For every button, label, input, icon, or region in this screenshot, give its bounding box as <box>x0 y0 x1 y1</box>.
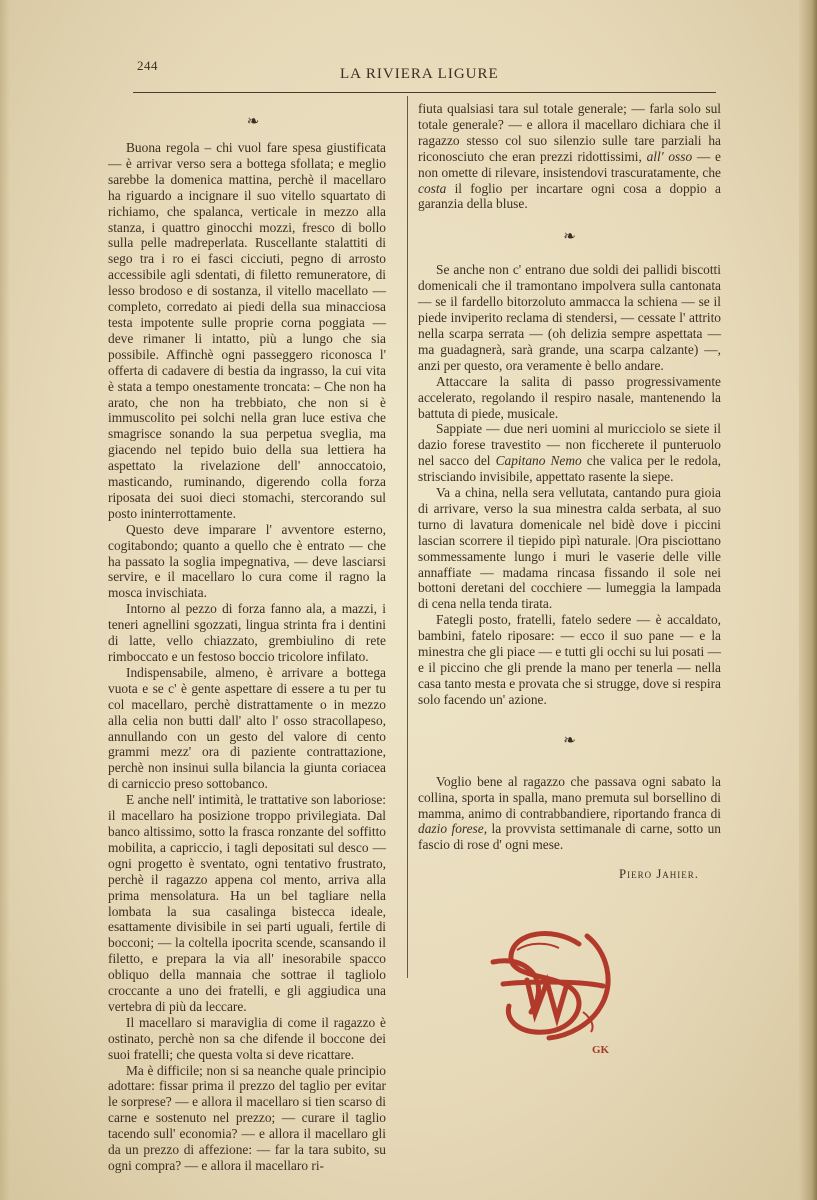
column-divider <box>407 96 408 978</box>
monogram-initials: GK <box>592 1044 610 1056</box>
paragraph: Ma è difficile; non si sa neanche quale principio adottare: fissar prima il prezzo del taglio per evitar le sorprese? — e allora il macellaro si tien scarso di carne e sostenuto nel prezzo; — curare il taglio tacendo sull' economia? — e allora il macellaro gli da un prezzo di affezione: — far la tara subito, su ogni compra? — e allora il macellaro ri- <box>108 1062 386 1173</box>
left-column <box>108 140 386 1174</box>
fleuron-ornament-icon: ❧ <box>246 114 260 130</box>
paragraph: E anche nell' intimità, le trattative son laboriose: il macellaro ha posizione troppo privilegiata. Dal banco altissimo, sotto la frasca ronzante del soffitto mobilita, a capriccio, i tagli depositati sul desco — ogni progetto è sventato, ogni tentativo frustrato, perchè il ragazzo appena col mento, arriva alla prima mensolatura. Ha un bel tagliare nella lombata la sua casalinga bistecca ideale, esattamente divisibile in sei parti uguali, fertile di bocconi; — la coltella ipocrita scende, scansando il filetto, e prepara la via all' inesorabile spacco obliquo della mannaia che sottrae il tagliolo croccante a uno dei fratelli, e gli aggiudica una vertebra di più da leccare. <box>108 792 386 1014</box>
fleuron-ornament-icon: ❧ <box>563 229 576 246</box>
text-run: — e non omette di rilevare, insistendovi trascuratamente, che <box>418 148 721 180</box>
continuation-paragraph <box>418 101 721 212</box>
running-title: LA RIVIERA LIGURE <box>340 66 499 82</box>
paragraph: Il macellaro si maraviglia di come il ragazzo è ostinato, perchè non sa che difende il boccone dei suoi fratelli; che questa volta si deve ricattare. <box>108 1014 386 1062</box>
italic-run: costa <box>418 180 447 196</box>
paragraph: Indispensabile, almeno, è arrivare a bottega vuota e se c' è gente aspettare di essere a tu per tu col macellaro, perchè distrattamente o in mezzo alla celia non butti dall' alto l' osso stracollapeso, annullando con un gesto del valore di cento grammi mezz' ora di paziente contrattazione, perchè non insinui sulla bilancia la giunta coriacea di carniccio preso sottobanco. <box>108 664 386 792</box>
paragraph: Attaccare la salita di passo progressivamente accelerato, regolando il respiro nasale, mantenendo la battuta di piede, musicale. <box>418 373 721 421</box>
italic-run: dazio forese, <box>418 821 488 837</box>
author-signature: Piero Jahier. <box>619 867 699 882</box>
right-column <box>418 101 721 883</box>
paragraph <box>418 421 721 485</box>
paragraph: Va a china, nella sera vellutata, cantando pura gioia di arrivare, verso la sua minestra calda serbata, al suo turno di lavatura domenicale nel bidè dove i piccini lascian scorrere il tiepido pipì naturale. |Ora pisciottano sommessamente lungo i muri le vaserie delle ville annaffiate — madama rincasa fissando il sole nei bottoni deretani del cocchiere — lumeggia la lampada di cena nella tenda tirata. <box>418 485 721 612</box>
text-run: la provvista settimanale di carne, sotto un fascio di rose d' ogni mese. <box>418 821 721 853</box>
paragraph: Intorno al pezzo di forza fanno ala, a mazzi, i teneri agnellini sgozzati, lingua strinta fra i dentini di latte, vello chiazzato, grembiulino di rete rimboccato e un festoso boccio tricolore infilato. <box>108 601 386 664</box>
paragraph: Questo deve imparare l' avventore esterno, cogitabondo; quanto a quello che è entrato — che ha passato la soglia impegnativa, — deve lasciarsi servire, e il macellaro lo cura come il ragno la mosca invischiata. <box>108 521 386 601</box>
text-run: il foglio per incartare ogni cosa a doppio a garanzia della bluse. <box>418 180 721 212</box>
text-run: fiuta qualsiasi tara sul totale generale; — farla solo sul totale generale? — e allora il macellaro dichiara che il ragazzo stesso col suo silenzio sulle tare parziali ha riconosciuto che eran prezzi ridottissimi, <box>418 101 721 164</box>
text-run: Voglio bene al ragazzo che passava ogni sabato la collina, sporta in spalla, mano premuta sul borsellino di mamma, animo di contrabbandiere, riportando franca di <box>418 773 721 821</box>
paragraph: Buona regola – chi vuol fare spesa giustificata — è arrivar verso sera a bottega sfollata; e meglio sarebbe la domenica mattina, perchè il macellaro ha riguardo a incignare il suo vitello squartato di richiamo, che spalanca, verticale in mezzo alla stanza, i quattro ginocchi mozzi, fresco di bollo sulla pelle madreperlata. Ruscellante stalattiti di sego tra i ro ei fasci cicciuti, pegno di arrosto accessibile agli sdentati, di filetto remuneratore, di lesso brodoso e di sostanza, il vitello macellato — completo, corredato ai piedi della sua minacciosa testa impotente sulle proprie corna poggiata — deve rimaner li intatto, più a lungo che sia possibile. Affinchè ogni passeggero riconosca l' offerta di cadavere di bestia da ingrasso, la cui vita è stata a tempo onestamente troncata: – Che non ha arato, che non ha trebbiato, che non si è immuscolito pei solchi nella gran luce estiva che smagrisce sonando la sua perpetua sveglia, ma giacendo nel tepido buio della sua lettiera ha aspettato la rivelazione dell' annoccatoio, masticando, ruminando, digerendo colla forza riposata dei suoi dieci stomachi, stercorando sul posto ininterrottamente. <box>108 140 386 521</box>
page-right-edge <box>799 0 817 1200</box>
paragraph: Se anche non c' entrano due soldi dei pallidi biscotti domenicali che il tramontano impolvera sulla cantonata — se il fardello bitorzoluto ammacca la schiena — se il piede inviperito reclama di stendersi, — cessate l' attrito nella scarpa serrata — (oh delizia sempre aspettata — ma guadagnerà, sarà grande, una scarpa calzante) —, anzi per questo, ora veramente è bello andare. <box>418 262 721 373</box>
paragraph: Fategli posto, fratelli, fatelo sedere — è accaldato, bambini, fatelo riposare: — ecco il suo pane — e la minestra che gli piace — e tutti gli occhi su lui posati — e il piccino che gli prende la mano per tenerla — nella casa tanto mesta e provata che si strugge, dove si respira solo facendo un' azione. <box>418 612 721 707</box>
page-left-edge <box>0 0 10 1200</box>
text-run: che valica per le redola, strisciando invisibile, appettato rasente la siepe. <box>418 453 722 485</box>
italic-run: all' osso <box>646 148 693 164</box>
monogram-logo-icon <box>483 922 623 1042</box>
page-number: 244 <box>137 58 158 73</box>
fleuron-ornament-icon: ❧ <box>563 732 576 749</box>
italic-run: Capitano Nemo <box>495 453 582 469</box>
header-rule <box>133 92 716 93</box>
paragraph <box>418 774 721 854</box>
text-run: Sappiate — due neri uomini al muricciolo se siete il dazio forese travestito — non ficcherete il punteruolo nel sacco del <box>418 421 721 469</box>
